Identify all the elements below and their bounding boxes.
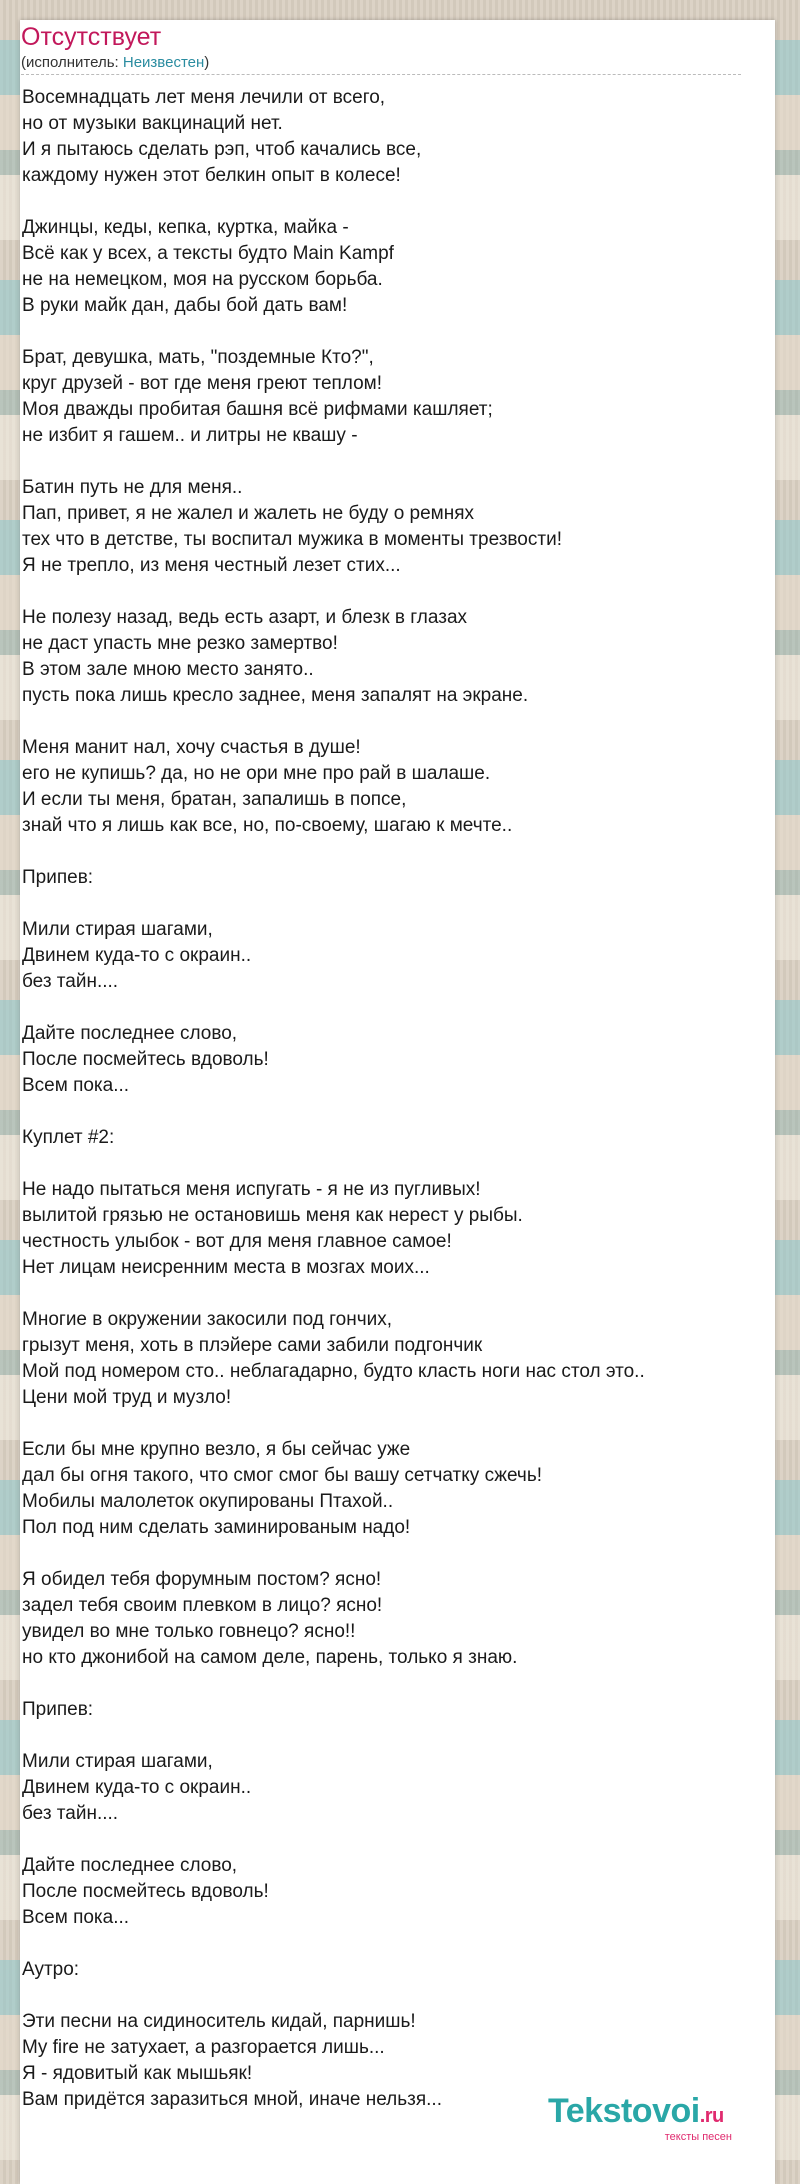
lyric-line: Двинем куда-то с окраин.. [22, 945, 252, 966]
lyric-line: В этом зале мною место занято.. [22, 659, 314, 680]
lyric-line: Эти песни на сидиноситель кидай, парнишь! [22, 2011, 416, 2032]
lyric-line: Всё как у всех, а тексты будто Main Kampf [22, 243, 394, 264]
lyric-line: Брат, девушка, мать, "поздемные Кто?", [22, 347, 374, 368]
lyric-line: Мили стирая шагами, [22, 919, 213, 940]
artist-prefix: (исполнитель: [21, 54, 123, 71]
lyric-blank-line [22, 1931, 742, 1957]
lyric-line: знай что я лишь как все, но, по-своему, шагаю к мечте.. [22, 815, 513, 836]
lyric-line: Всем пока... [22, 1907, 130, 1928]
lyric-line: Пол под ним сделать заминированым надо! [22, 1517, 411, 1538]
artist-suffix: ) [204, 54, 210, 71]
lyric-line: После посмейтесь вдоволь! [22, 1049, 269, 1070]
lyric-blank-line [22, 1541, 742, 1567]
lyric-line: Не полезу назад, ведь есть азарт, и блезк в глазах [22, 607, 468, 628]
logo-tagline: тексты песен [664, 2131, 732, 2143]
lyric-blank-line [22, 1671, 742, 1697]
lyric-line: Не надо пытаться меня испугать - я не из пугливых! [22, 1179, 481, 1200]
lyric-line: каждому нужен этот белкин опыт в колесе! [22, 165, 401, 186]
lyric-blank-line [22, 319, 742, 345]
logo-wordmark [548, 2092, 738, 2135]
lyric-line: Дайте последнее слово, [22, 1023, 238, 1044]
lyric-blank-line [22, 995, 742, 1021]
lyric-line: Нет лицам неисренним места в мозгах моих... [22, 1257, 430, 1278]
logo-main-text: Tekstovoi [548, 2092, 700, 2130]
lyric-line: Цени мой труд и музло! [22, 1387, 232, 1408]
lyric-line: увидел во мне только говнецо? ясно!! [22, 1621, 356, 1642]
lyric-line: И я пытаюсь сделать рэп, чтоб качались все, [22, 139, 422, 160]
lyric-blank-line [22, 839, 742, 865]
lyric-line: задел тебя своим плевком в лицо? ясно! [22, 1595, 383, 1616]
lyric-line: Многие в окружении закосили под гончих, [22, 1309, 392, 1330]
lyric-line: но кто джонибой на самом деле, парень, только я знаю. [22, 1647, 518, 1668]
lyric-line: без тайн.... [22, 1803, 119, 1824]
lyric-line: Мили стирая шагами, [22, 1751, 213, 1772]
lyric-blank-line [22, 1723, 742, 1749]
lyric-line: My fire не затухает, а разгорается лишь... [22, 2037, 385, 2058]
lyric-line: Пап, привет, я не жалел и жалеть не буду о ремнях [22, 503, 475, 524]
lyric-line: Если бы мне крупно везло, я бы сейчас уже [22, 1439, 411, 1460]
lyric-line: дал бы огня такого, что смог смог бы вашу сетчатку сжечь! [22, 1465, 543, 1486]
lyric-line: Всем пока... [22, 1075, 130, 1096]
lyric-line: И если ты меня, братан, запалишь в попсе, [22, 789, 407, 810]
song-title: Отсутствует [21, 23, 162, 51]
lyric-line: Дайте последнее слово, [22, 1855, 238, 1876]
lyric-blank-line [22, 1411, 742, 1437]
lyric-blank-line [22, 891, 742, 917]
lyric-blank-line [22, 709, 742, 735]
lyric-line: его не купишь? да, но не ори мне про рай в шалаше. [22, 763, 491, 784]
lyric-line: Куплет #2: [22, 1127, 115, 1148]
lyric-line: не избит я гашем.. и литры не квашу - [22, 425, 358, 446]
lyric-line: Двинем куда-то с окраин.. [22, 1777, 252, 1798]
song-header [21, 22, 741, 75]
lyric-line: не даст упасть мне резко замертво! [22, 633, 338, 654]
lyric-line: не на немецком, моя на русском борьба. [22, 269, 383, 290]
lyric-line: В руки майк дан, дабы бой дать вам! [22, 295, 348, 316]
header-divider [21, 74, 741, 75]
lyric-line: круг друзей - вот где меня греют теплом! [22, 373, 383, 394]
lyric-line: Мобилы малолеток окупированы Птахой.. [22, 1491, 394, 1512]
lyric-line: тех что в детстве, ты воспитал мужика в моменты трезвости! [22, 529, 562, 550]
lyric-line: Джинцы, кеды, кепка, куртка, майка - [22, 217, 349, 238]
logo-domain: .ru [699, 2105, 724, 2127]
lyric-line: Я обидел тебя форумным постом? ясно! [22, 1569, 382, 1590]
lyric-blank-line [22, 1983, 742, 2009]
lyric-line: Восемнадцать лет меня лечили от всего, [22, 87, 386, 108]
lyric-line: но от музыки вакцинаций нет. [22, 113, 283, 134]
lyric-line: грызут меня, хоть в плэйере сами забили подгончик [22, 1335, 483, 1356]
lyric-line: без тайн.... [22, 971, 119, 992]
lyric-line: Моя дважды пробитая башня всё рифмами кашляет; [22, 399, 493, 420]
lyric-line: Батин путь не для меня.. [22, 477, 243, 498]
lyric-line: После посмейтесь вдоволь! [22, 1881, 269, 1902]
lyric-line: Я - ядовитый как мышьяк! [22, 2063, 253, 2084]
lyric-blank-line [22, 449, 742, 475]
lyric-line: Аутро: [22, 1959, 80, 1980]
lyric-blank-line [22, 1827, 742, 1853]
lyric-line: вылитой грязью не остановишь меня как нерест у рыбы. [22, 1205, 523, 1226]
lyric-blank-line [22, 1151, 742, 1177]
lyric-blank-line [22, 189, 742, 215]
lyric-line: Припев: [22, 1699, 94, 1720]
lyric-line: Я не трепло, из меня честный лезет стих... [22, 555, 401, 576]
lyric-line: Мой под номером сто.. неблагадарно, будто класть ноги нас стол это.. [22, 1361, 645, 1382]
artist-link[interactable]: Неизвестен [122, 54, 205, 71]
lyric-line: пусть пока лишь кресло заднее, меня запалят на экране. [22, 685, 529, 706]
artist-line [21, 54, 741, 72]
lyrics-body [22, 85, 742, 2113]
lyric-line: Меня манит нал, хочу счастья в душе! [22, 737, 361, 758]
lyric-line: честность улыбок - вот для меня главное самое! [22, 1231, 452, 1252]
lyric-blank-line [22, 579, 742, 605]
lyric-blank-line [22, 1099, 742, 1125]
lyric-blank-line [22, 1281, 742, 1307]
tekstovoi-logo[interactable] [548, 2092, 738, 2152]
lyric-line: Припев: [22, 867, 94, 888]
lyric-line: Вам придётся заразиться мной, иначе нельзя... [22, 2089, 442, 2110]
